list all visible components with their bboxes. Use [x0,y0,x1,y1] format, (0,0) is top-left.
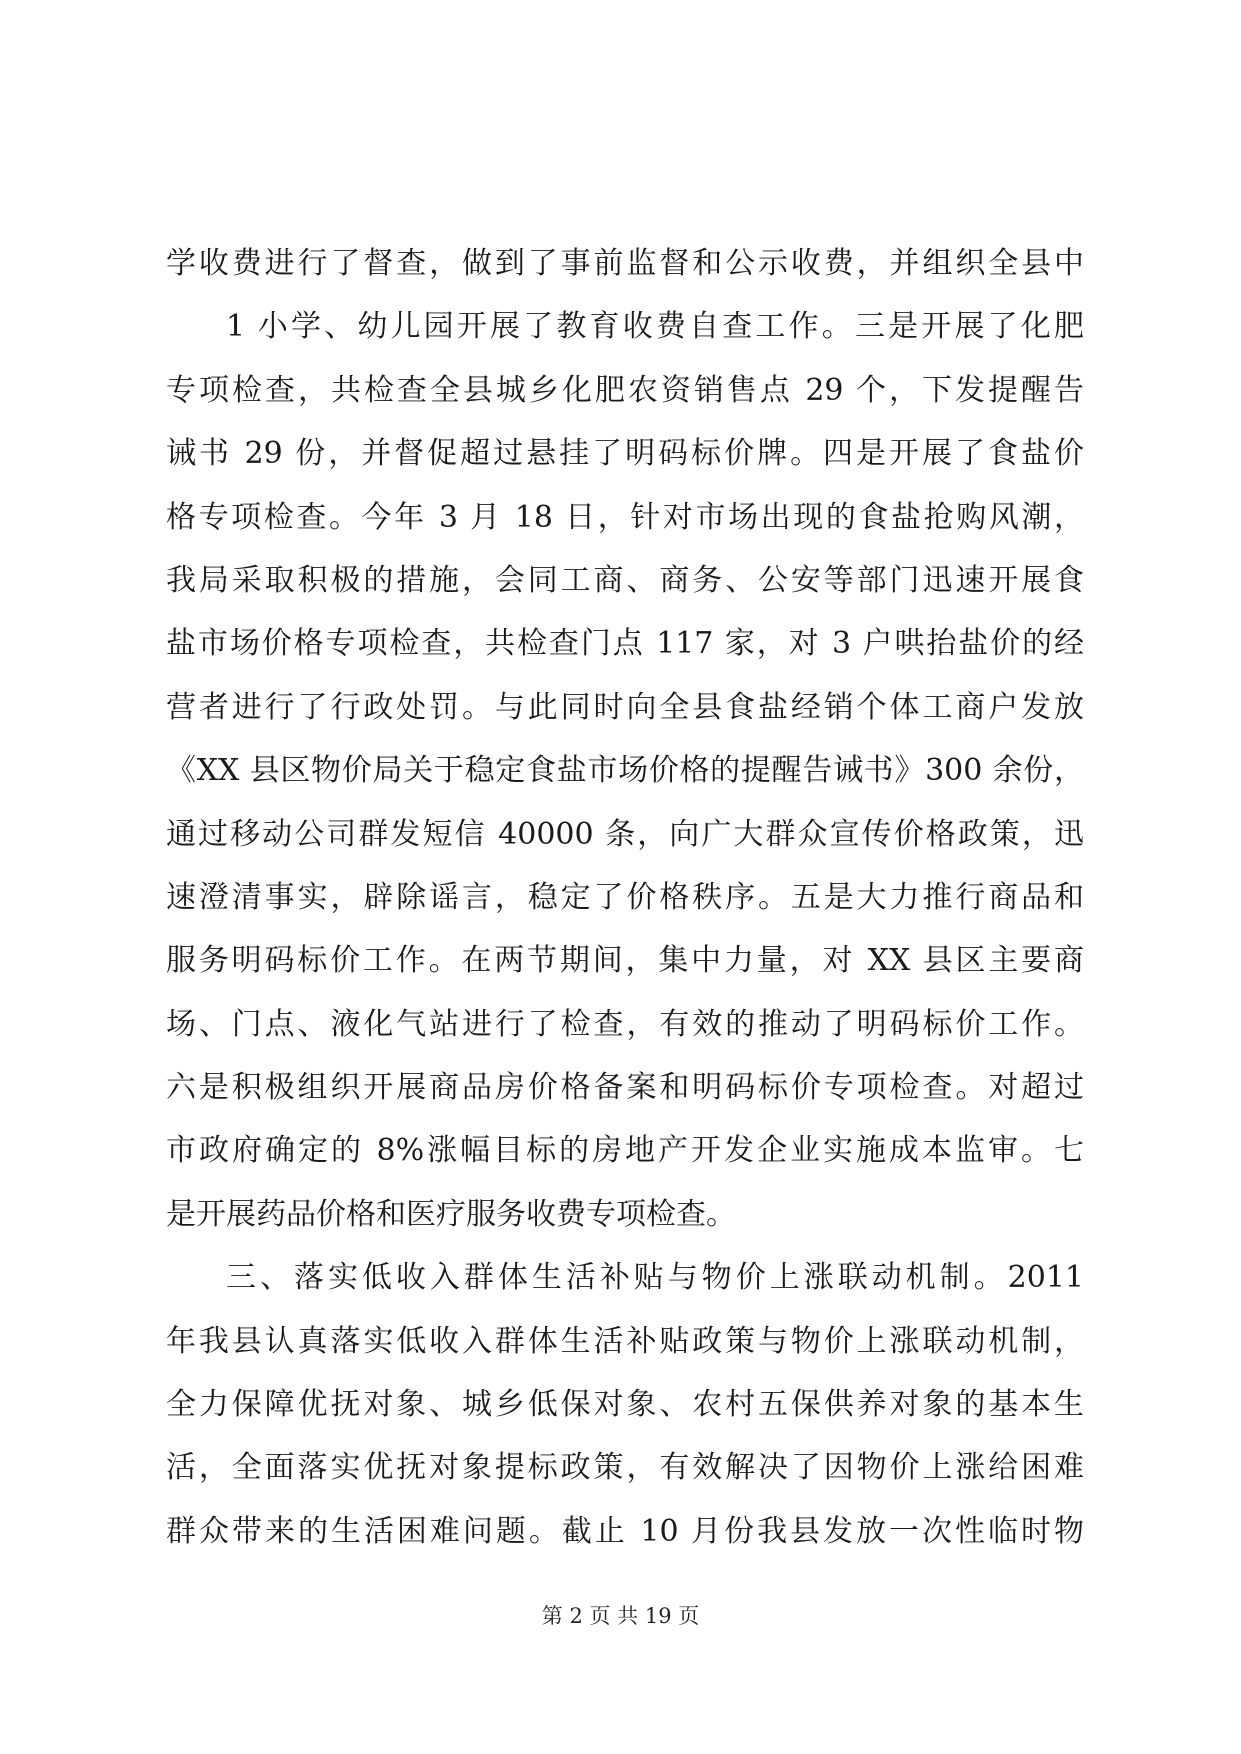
text-line: 诫书 29 份，并督促超过悬挂了明码标价牌。四是开展了食盐价 [166,436,1084,472]
text-line: 活，全面落实优抚对象提标政策，有效解决了因物价上涨给困难 [166,1450,1084,1486]
text-line: 我局采取积极的措施，会同工商、商务、公安等部门迅速开展食 [166,562,1084,598]
text-line: 服务明码标价工作。在两节期间，集中力量，对 XX 县区主要商 [166,943,1084,979]
text-line: 群众带来的生活困难问题。截止 10 月份我县发放一次性临时物 [166,1513,1084,1549]
text-line: 格专项检查。今年 3 月 18 日，针对市场出现的食盐抢购风潮， [166,499,1084,535]
text-line: 学收费进行了督查，做到了事前监督和公示收费，并组织全县中 [166,246,1084,281]
text-line: 营者进行了行政处罚。与此同时向全县食盐经销个体工商户发放 [166,689,1084,725]
text-line: 通过移动公司群发短信 40000 条，向广大群众宣传价格政策，迅 [166,816,1084,852]
text-line: 速澄清事实，辟除谣言，稳定了价格秩序。五是大力推行商品和 [166,879,1084,915]
text-line: 全力保障优抚对象、城乡低保对象、农村五保供养对象的基本生 [166,1387,1084,1423]
text-line: 是开展药品价格和医疗服务收费专项检查。 [166,1196,736,1232]
body-text [166,232,1084,1563]
text-line: 1 小学、幼儿园开展了教育收费自查工作。三是开展了化肥 [226,309,1084,345]
text-line: 市政府确定的 8%涨幅目标的房地产开发企业实施成本监审。七 [166,1133,1084,1169]
page-footer: 第 2 页 共 19 页 [541,1604,700,1628]
text-line: 场、门点、液化气站进行了检查，有效的推动了明码标价工作。 [166,1006,1084,1042]
text-line: 三、落实低收入群体生活补贴与物价上涨联动机制。2011 [226,1260,1084,1296]
text-line: 六是积极组织开展商品房价格备案和明码标价专项检查。对超过 [166,1070,1084,1106]
text-line: 《XX 县区物价局关于稳定食盐市场价格的提醒告诫书》300 余份， [166,753,1084,789]
text-line: 专项检查，共检查全县城乡化肥农资销售点 29 个，下发提醒告 [166,372,1084,408]
text-line: 盐市场价格专项检查，共检查门点 117 家，对 3 户哄抬盐价的经 [166,626,1084,662]
text-line: 年我县认真落实低收入群体生活补贴政策与物价上涨联动机制， [166,1323,1084,1359]
